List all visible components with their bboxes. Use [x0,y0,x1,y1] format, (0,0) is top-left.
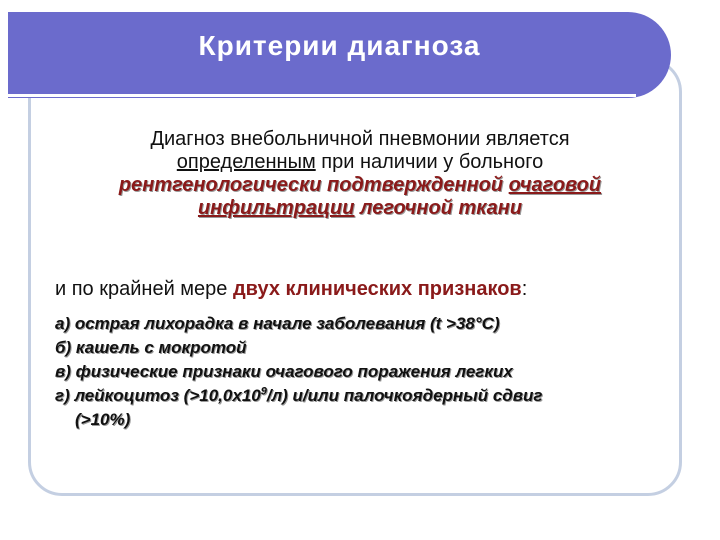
intro-line-2 [50,151,670,174]
criterion-a: а) острая лихорадка в начале заболевания (t >38°С) [55,314,500,333]
definite-term: определенным [176,151,316,173]
criterion-d-continuation: (>10%) [75,410,131,429]
criterion-d-before: г) лейкоцитоз (>10,0х10 [55,386,261,405]
focal-term: очаговой [508,174,602,196]
intro-line-1: Диагноз внебольничной пневмонии является [150,128,570,150]
diagnosis-statement [50,128,670,220]
header-divider [8,94,636,97]
criterion-d-exponent: 9 [260,385,267,398]
intro-line-3 [50,174,670,197]
intro-line-2-rest: при наличии у больного [315,151,544,173]
criterion-b: б) кашель с мокротой [55,338,247,357]
criteria-lead-after: : [521,278,528,300]
criterion-d-after: /л) и/или палочкоядерный сдвиг [266,386,543,405]
criterion-c: в) физические признаки очагового поражения легких [55,362,513,381]
lung-tissue-text: легочной ткани [354,197,523,219]
criteria-lead-before: и по крайней мере [55,278,233,300]
criterion-d [55,384,675,408]
criteria-list [55,312,675,432]
criteria-lead-highlight: двух клинических признаков [232,278,522,300]
slide-title: Критерии диагноза [198,30,481,61]
infiltration-term: инфильтрации [197,197,355,219]
radiologic-confirmed-text: рентгенологически подтвержденной [118,174,509,196]
intro-line-4 [50,197,670,220]
criteria-lead [55,278,675,301]
